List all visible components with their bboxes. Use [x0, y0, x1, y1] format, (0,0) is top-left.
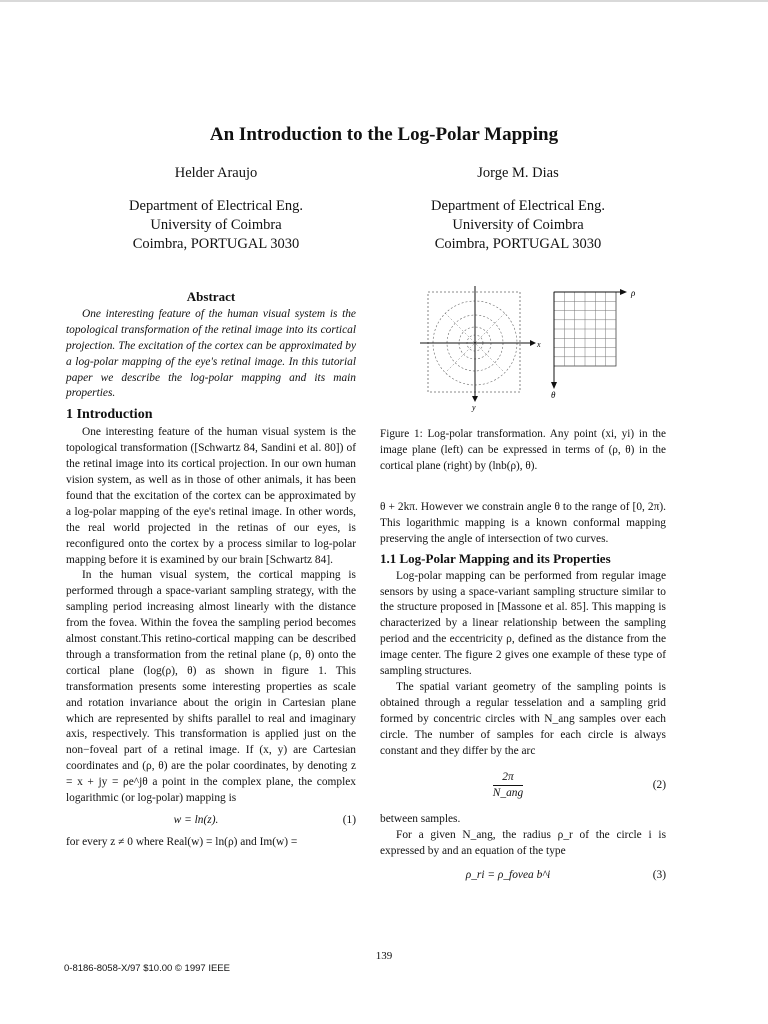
author-dept: Department of Electrical Eng.	[129, 198, 303, 214]
axis-label-theta: θ	[551, 390, 556, 400]
equation-3-expression: ρ_ri = ρ_fovea b^i	[465, 869, 551, 882]
copyright-line: 0-8186-8058-X/97 $10.00 © 1997 IEEE	[64, 963, 230, 974]
author-block-2	[388, 164, 648, 254]
subsection-paragraph-2: The spatial variant geometry of the sampling points is obtained through a regular tesselation and a sampling grid formed by concentric circles with N_ang samples over each circle. The number of samples for each circle is always constant and they differ by the arc	[380, 680, 666, 757]
axis-label-rho: ρ	[631, 288, 636, 298]
intro-paragraph-2: In the human visual system, the cortical mapping is performed through a space-variant sampling strategy, with the sampling period increasing almost linearly with the distance from the fovea. Within the fovea the sampling period becomes almost constant.This retino-cortical mapping can be described through a transformation from the retinal plane (ρ, θ) onto the cortical plane (log(ρ), θ) as shown in figure 1. This transformation presents some interesting properties as scale and rotation invariance about the origin in Cartesian plane which are represented by shifts parallel to real and imaginary axis, respectively. This transformation is applied just on the non−foveal part of a retinal image. If (x, y) are Cartesian coordinates and (ρ, θ) are the polar coordinates, by denoting z = x + jy = ρe^jθ a point in the complex plane, the complex logarithmic (or log-polar) mapping is	[66, 569, 356, 805]
after-equation-2: between samples.	[380, 813, 461, 826]
axis-label-y: y	[472, 403, 476, 412]
figure-1-diagram	[418, 282, 650, 414]
intro-after-equation: for every z ≠ 0 where Real(w) = ln(ρ) and Im(w) =	[66, 835, 298, 848]
abstract-heading: Abstract	[186, 289, 236, 304]
cortical-plane-grid	[551, 289, 627, 389]
author-name: Jorge M. Dias	[477, 165, 559, 181]
equation-3	[380, 868, 666, 884]
left-column	[66, 289, 356, 851]
author-name: Helder Araujo	[174, 165, 258, 181]
author-city: Coimbra, PORTUGAL 3030	[132, 236, 300, 252]
top-rule	[0, 0, 768, 2]
equation-2-fraction	[493, 770, 523, 803]
equation-3-number: (3)	[652, 869, 666, 882]
author-dept: Department of Electrical Eng.	[431, 198, 605, 214]
equation-2-expression	[380, 770, 636, 803]
equation-1-expression: w = ln(z).	[173, 814, 219, 826]
author-city: Coimbra, PORTUGAL 3030	[434, 236, 602, 252]
right-column	[380, 426, 666, 890]
right-continuation: θ + 2kπ. However we constrain angle θ to the range of [0, 2π). This logarithmic mapping is a known conformal mapping preserving the angle of intersection of two curves.	[380, 501, 666, 545]
retinal-plane-diagram	[420, 286, 536, 402]
paper-title: An Introduction to the Log-Polar Mapping	[209, 124, 559, 145]
page-number: 139	[375, 950, 393, 962]
author-block-1	[86, 164, 346, 254]
subsection-paragraph-1: Log-polar mapping can be performed from regular image sensors by using a space-variant sampling structure similar to the structure proposed in [Massone et al. 85]. This mapping is characterized by a linear relationship between the sampling period and the eccentricity ρ, defined as the distance from the image center. The figure 2 gives one example of these type of sampling structures.	[380, 569, 666, 678]
equation-1-number: (1)	[342, 814, 356, 826]
author-univ: University of Coimbra	[150, 217, 282, 233]
intro-paragraph-1: One interesting feature of the human visual system is the topological transformation ([Schwartz 84, Sandini et al. 80]) of the retinal image into its cortical projection. In our own human vision system, as well as in those of other animals, it has been found that the excitation of the cortex can be approximated by a log-polar mapping of the eye's retinal image. In other words, the real world projected in the retinas of our eyes, is reconfigured onto the cortex by a process similar to log-polar mapping before it is examined by our brain [Schwartz 84].	[66, 426, 356, 566]
equation-2-number: (2)	[652, 778, 666, 791]
subsection-heading: 1.1 Log-Polar Mapping and its Properties	[380, 550, 611, 566]
equation-2-denominator: N_ang	[492, 787, 524, 800]
section-heading-introduction: 1 Introduction	[66, 407, 153, 423]
equation-2	[380, 770, 666, 803]
axis-label-x: x	[537, 340, 541, 349]
subsection-paragraph-3: For a given N_ang, the radius ρ_r of the circle i is expressed by and an equation of the type	[380, 829, 666, 858]
equation-1	[66, 813, 356, 829]
author-univ: University of Coimbra	[452, 217, 584, 233]
figure-1-caption: Figure 1: Log-polar transformation. Any point (xi, yi) in the image plane (left) can be expressed in terms of (ρ, θ) in the cortical plane (right) by (lnb(ρ), θ).	[380, 428, 666, 472]
equation-2-numerator: 2π	[493, 770, 523, 787]
abstract-text: One interesting feature of the human visual system is the topological transformation of the retinal image into its cortical projection. The excitation of the cortex can be approximated by a log-polar mapping of the eye's retinal image. In this tutorial paper we describe the log-polar mapping and its main properties.	[66, 307, 356, 400]
